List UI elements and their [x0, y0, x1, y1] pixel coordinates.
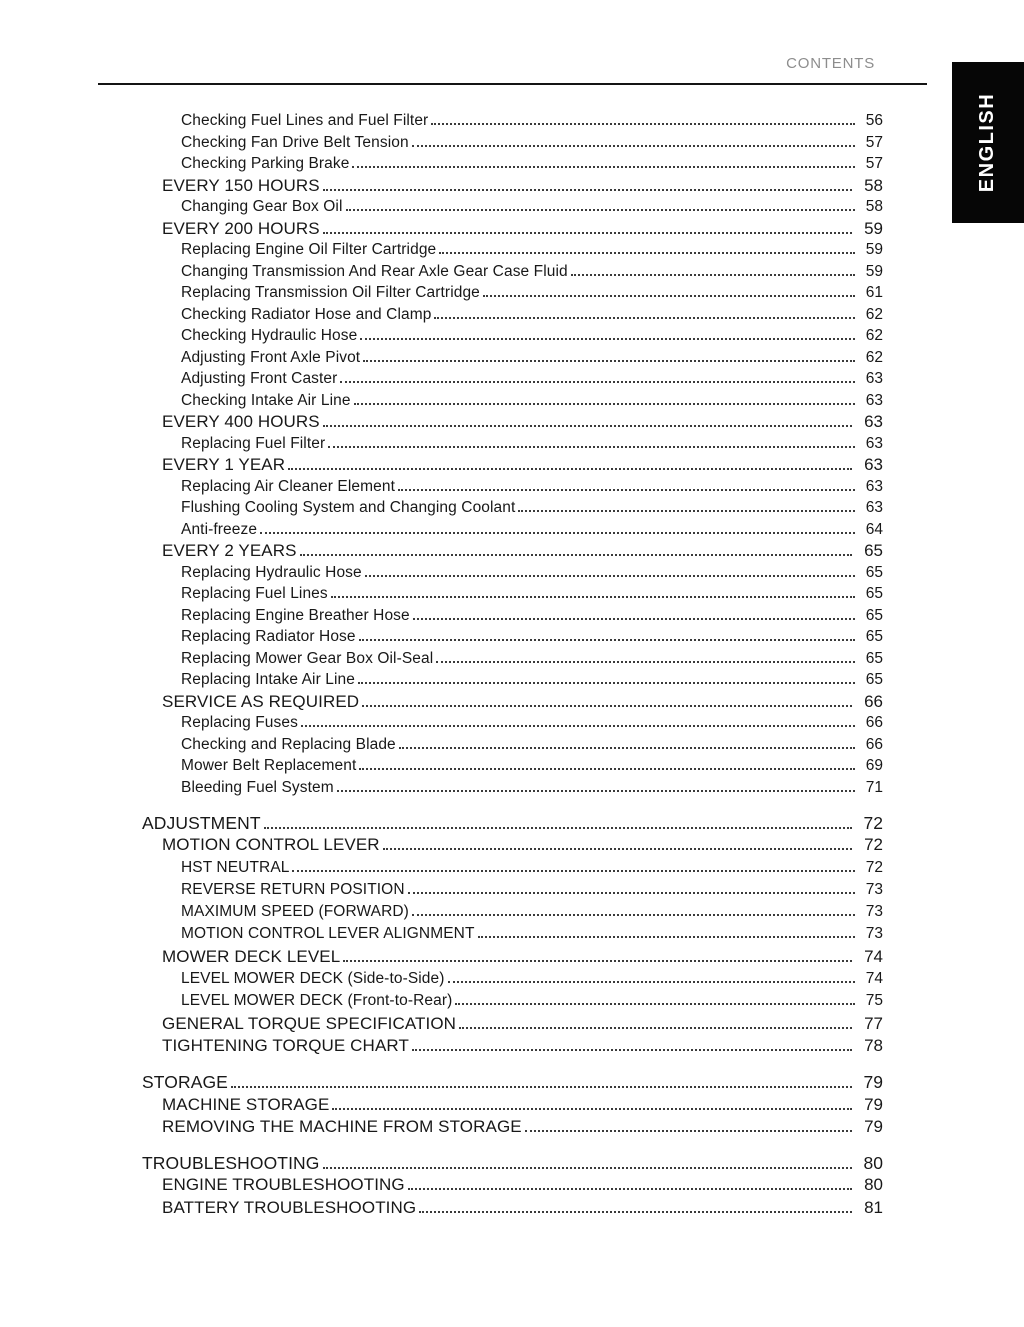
toc-entry-page: 57 [865, 133, 883, 151]
dot-leader [436, 661, 855, 663]
toc-entry-title: MOTION CONTROL LEVER ALIGNMENT [181, 925, 475, 943]
dot-leader [340, 381, 855, 383]
dot-leader [358, 682, 855, 684]
dot-leader [518, 510, 855, 512]
dot-leader [323, 1167, 853, 1169]
toc-entry-title: Replacing Engine Oil Filter Cartridge [181, 241, 437, 258]
toc-entry-title: Checking and Replacing Blade [181, 735, 396, 753]
toc-entry-title: Adjusting Front Caster [181, 370, 338, 387]
dot-leader [323, 232, 852, 234]
dot-leader [300, 554, 852, 556]
dot-leader [408, 892, 855, 894]
toc-entry-page: 62 [865, 348, 883, 366]
toc-entry-title: BATTERY TROUBLESHOOTING [162, 1197, 417, 1217]
toc-entry-title: Checking Radiator Hose and Clamp [181, 305, 432, 323]
toc-entry-page: 59 [865, 241, 883, 258]
toc-entry-page: 73 [865, 903, 883, 921]
dot-leader [455, 1003, 855, 1005]
toc-entry-page: 63 [865, 477, 883, 495]
toc-entry-title: Bleeding Fuel System [181, 778, 334, 796]
toc-entry [142, 562, 883, 584]
toc-entry [142, 540, 883, 562]
toc-entry-page: 62 [865, 327, 883, 344]
toc-entry [142, 834, 883, 856]
toc-entry-page: 63 [864, 412, 883, 431]
toc-entry-title: Changing Gear Box Oil [181, 198, 343, 215]
toc-entry [142, 196, 883, 218]
dot-leader [439, 252, 855, 254]
toc-entry-title: Checking Fuel Lines and Fuel Filter [181, 112, 429, 129]
dot-leader [359, 768, 855, 770]
toc-entry-page: 57 [865, 155, 883, 172]
dot-leader [328, 446, 855, 448]
dot-leader [408, 1188, 852, 1190]
toc-entry-page: 65 [865, 628, 883, 645]
toc-entry [142, 1013, 883, 1035]
dot-leader [413, 618, 855, 620]
toc-entry-title: Replacing Mower Gear Box Oil-Seal [181, 649, 434, 667]
header-rule [98, 83, 927, 85]
toc-entry-page: 73 [865, 880, 883, 898]
toc-entry-page: 63 [864, 455, 883, 474]
toc-entry-page: 73 [865, 925, 883, 943]
toc-entry-page: 61 [865, 284, 883, 301]
toc-entry-title: Replacing Hydraulic Hose [181, 563, 362, 581]
dot-leader [365, 575, 855, 577]
toc-entry-title: SERVICE AS REQUIRED [162, 691, 360, 711]
toc-entry-title: REMOVING THE MACHINE FROM STORAGE [162, 1116, 522, 1136]
toc-entry [142, 454, 883, 476]
toc-entry-title: MOTION CONTROL LEVER [162, 835, 380, 855]
toc-entry-page: 59 [864, 218, 883, 238]
toc-entry-page: 74 [864, 946, 883, 966]
dot-leader [354, 403, 855, 405]
toc-entry-title: Replacing Air Cleaner Element [181, 477, 395, 495]
toc-entry-title: Checking Fan Drive Belt Tension [181, 133, 409, 151]
toc-entry [142, 368, 883, 390]
toc-entry-page: 79 [864, 1116, 883, 1136]
toc-entry-title: Replacing Transmission Oil Filter Cartridge [181, 284, 480, 301]
toc-entry-page: 77 [864, 1013, 883, 1033]
toc-entry-page: 65 [865, 671, 883, 688]
toc-entry-title: LEVEL MOWER DECK (Side-to-Side) [181, 970, 445, 988]
toc-block [142, 1152, 883, 1219]
toc-entry [142, 648, 883, 670]
toc-entry [142, 1116, 883, 1138]
toc-entry-title: LEVEL MOWER DECK (Front-to-Rear) [181, 992, 453, 1010]
dot-leader [571, 274, 855, 276]
dot-leader [412, 914, 855, 916]
toc-entry [142, 1071, 883, 1093]
toc-entry [142, 626, 883, 648]
toc-entry [142, 497, 883, 519]
dot-leader [399, 747, 855, 749]
toc-entry [142, 669, 883, 691]
dot-leader [360, 338, 855, 340]
toc-entry-page: 63 [865, 370, 883, 387]
toc-entry-page: 65 [864, 541, 883, 560]
toc-entry-title: Replacing Intake Air Line [181, 671, 355, 688]
toc-entry-page: 65 [865, 585, 883, 602]
toc-block [142, 110, 883, 798]
toc-entry-page: 66 [865, 714, 883, 731]
toc-entry-title: HST NEUTRAL [181, 858, 290, 876]
dot-leader [323, 189, 852, 191]
toc-entry [142, 175, 883, 197]
dot-leader [434, 317, 855, 319]
toc-entry [142, 282, 883, 304]
toc-entry [142, 261, 883, 283]
toc-entry [142, 433, 883, 455]
toc-entry-page: 63 [865, 391, 883, 409]
toc-entry-page: 69 [865, 757, 883, 774]
toc-entry-page: 56 [865, 112, 883, 129]
toc-entry-title: EVERY 2 YEARS [162, 541, 297, 560]
toc-entry [142, 968, 883, 990]
dot-leader [359, 639, 855, 641]
toc-entry-page: 80 [863, 1153, 883, 1174]
dot-leader [260, 532, 855, 534]
dot-leader [483, 295, 855, 297]
dot-leader [398, 489, 855, 491]
dot-leader [346, 209, 856, 211]
toc-entry-title: Mower Belt Replacement [181, 757, 357, 774]
toc-entry [142, 1152, 883, 1174]
toc-entry-page: 80 [864, 1175, 883, 1195]
toc-entry-page: 59 [865, 262, 883, 280]
toc-entry-title: Anti-freeze [181, 520, 258, 538]
toc-entry-title: TIGHTENING TORQUE CHART [162, 1035, 409, 1055]
toc-entry-page: 65 [865, 563, 883, 581]
dot-leader [362, 705, 852, 707]
toc-entry [142, 734, 883, 756]
toc-entry-page: 66 [864, 691, 883, 711]
toc-entry-title: Replacing Fuel Lines [181, 585, 328, 602]
toc-entry [142, 923, 883, 945]
toc-entry [142, 304, 883, 326]
toc-entry-title: GENERAL TORQUE SPECIFICATION [162, 1013, 457, 1033]
toc-entry [142, 857, 883, 879]
dot-leader [264, 827, 852, 829]
toc-entry-title: ADJUSTMENT [142, 813, 261, 833]
toc-entry [142, 755, 883, 777]
toc-block [142, 812, 883, 1057]
toc-entry-title: EVERY 200 HOURS [162, 218, 320, 238]
toc-entry [142, 812, 883, 834]
toc-entry-title: MACHINE STORAGE [162, 1094, 330, 1114]
toc-entry-page: 72 [865, 858, 883, 876]
toc-entry-title: REVERSE RETURN POSITION [181, 880, 405, 898]
toc-entry [142, 605, 883, 627]
toc-entry-page: 78 [864, 1035, 883, 1055]
toc-entry-page: 63 [865, 434, 883, 452]
dot-leader [323, 425, 852, 427]
toc-entry [142, 879, 883, 901]
dot-leader [478, 936, 855, 938]
toc-entry-page: 62 [865, 305, 883, 323]
toc-entry-title: EVERY 400 HOURS [162, 412, 320, 431]
toc-entry [142, 777, 883, 799]
dot-leader [459, 1027, 852, 1029]
toc-entry-title: Checking Intake Air Line [181, 391, 351, 409]
dot-leader [419, 1211, 852, 1213]
toc-entry [142, 110, 883, 132]
language-tab-label: ENGLISH [976, 92, 999, 193]
toc-block [142, 1071, 883, 1138]
toc-entry-title: Checking Parking Brake [181, 155, 350, 172]
toc-entry [142, 1197, 883, 1219]
toc-entry-page: 72 [864, 835, 883, 855]
dot-leader [231, 1086, 852, 1088]
toc-entry [142, 691, 883, 713]
toc-entry-page: 63 [865, 499, 883, 516]
toc-entry [142, 239, 883, 261]
dot-leader [332, 1108, 852, 1110]
toc-entry-title: Changing Transmission And Rear Axle Gear Case Fluid [181, 262, 568, 280]
toc-entry-page: 65 [865, 606, 883, 624]
toc-entry-page: 79 [863, 1072, 883, 1093]
toc-entry-page: 72 [863, 813, 883, 833]
toc-entry [142, 583, 883, 605]
toc-entry-page: 81 [864, 1197, 883, 1217]
toc-entry-page: 66 [865, 735, 883, 753]
dot-leader [412, 145, 855, 147]
toc-entry-page: 58 [864, 175, 883, 195]
toc-entry [142, 390, 883, 412]
toc-entry-title: Adjusting Front Axle Pivot [181, 348, 361, 366]
toc-entry-page: 75 [865, 992, 883, 1010]
toc-entry-title: Replacing Radiator Hose [181, 628, 356, 645]
toc-entry-title: Replacing Fuel Filter [181, 434, 326, 452]
toc-entry-title: STORAGE [142, 1072, 228, 1093]
toc-entry-page: 74 [865, 970, 883, 988]
toc-entry [142, 1094, 883, 1116]
toc-entry [142, 946, 883, 968]
toc-entry-title: ENGINE TROUBLESHOOTING [162, 1175, 405, 1195]
toc-entry [142, 218, 883, 240]
dot-leader [431, 123, 855, 125]
dot-leader [363, 360, 855, 362]
toc-entry-title: Checking Hydraulic Hose [181, 327, 358, 344]
toc-entry-title: TROUBLESHOOTING [142, 1153, 320, 1174]
toc-entry-page: 64 [865, 520, 883, 538]
dot-leader [301, 725, 855, 727]
dot-leader [343, 960, 852, 962]
toc-entry-title: Replacing Fuses [181, 714, 298, 731]
dot-leader [448, 981, 855, 983]
page-header-label: CONTENTS [786, 55, 875, 72]
toc-entry-page: 65 [865, 649, 883, 667]
dot-leader [331, 596, 855, 598]
toc-entry-page: 79 [864, 1094, 883, 1114]
dot-leader [412, 1049, 852, 1051]
toc-entry-title: MOWER DECK LEVEL [162, 946, 341, 966]
toc-entry [142, 712, 883, 734]
toc-entry [142, 990, 883, 1012]
toc-entry-title: EVERY 150 HOURS [162, 175, 320, 195]
toc-entry-title: Flushing Cooling System and Changing Coolant [181, 499, 516, 516]
toc-entry-title: EVERY 1 YEAR [162, 455, 286, 474]
language-tab [952, 62, 1024, 223]
dot-leader [525, 1130, 852, 1132]
toc-entry [142, 901, 883, 923]
toc-entry-title: MAXIMUM SPEED (FORWARD) [181, 903, 409, 921]
dot-leader [337, 790, 855, 792]
dot-leader [352, 166, 855, 168]
toc-entry [142, 1035, 883, 1057]
toc-entry [142, 476, 883, 498]
table-of-contents [142, 110, 883, 1219]
toc-entry [142, 519, 883, 541]
toc-entry [142, 153, 883, 175]
toc-entry-title: Replacing Engine Breather Hose [181, 606, 410, 624]
toc-entry-page: 58 [865, 198, 883, 215]
toc-entry [142, 325, 883, 347]
toc-entry-page: 71 [865, 778, 883, 796]
toc-entry [142, 347, 883, 369]
dot-leader [288, 468, 852, 470]
dot-leader [292, 870, 855, 872]
toc-entry [142, 411, 883, 433]
dot-leader [383, 848, 852, 850]
toc-entry [142, 132, 883, 154]
toc-entry [142, 1174, 883, 1196]
